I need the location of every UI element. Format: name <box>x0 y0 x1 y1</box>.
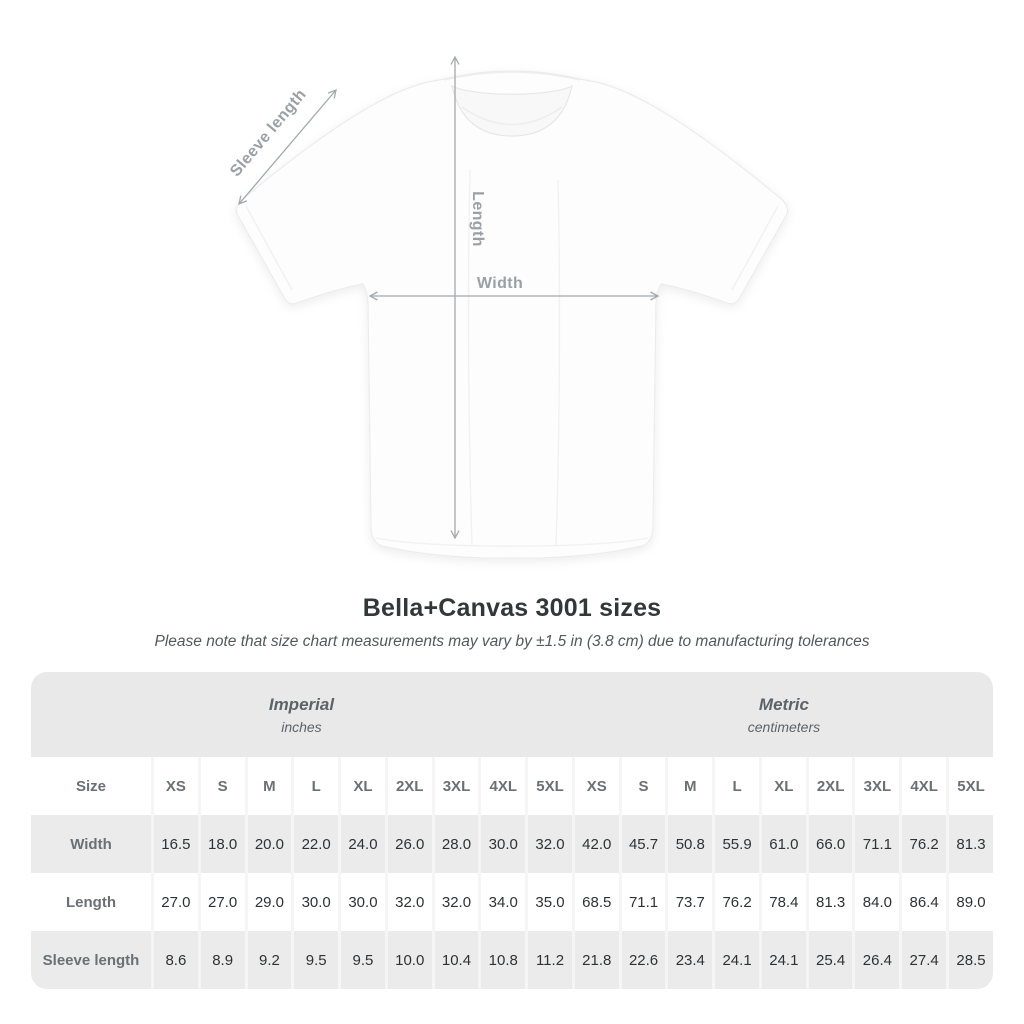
cell-imperial: 8.9 <box>198 931 245 989</box>
cell-metric: 81.3 <box>806 873 853 931</box>
table-row <box>31 931 993 989</box>
size-header-imperial-6: 3XL <box>432 757 479 815</box>
cell-metric: 61.0 <box>759 815 806 873</box>
cell-imperial: 16.5 <box>151 815 198 873</box>
cell-metric: 24.1 <box>759 931 806 989</box>
size-header-metric-5: 2XL <box>806 757 853 815</box>
size-header-metric-2: M <box>665 757 712 815</box>
size-header-metric-1: S <box>619 757 666 815</box>
cell-metric: 76.2 <box>712 873 759 931</box>
cell-metric: 78.4 <box>759 873 806 931</box>
cell-imperial: 9.2 <box>245 931 292 989</box>
unit-group-1 <box>572 672 993 757</box>
cell-metric: 71.1 <box>852 815 899 873</box>
cell-imperial: 34.0 <box>478 873 525 931</box>
size-header-metric-3: L <box>712 757 759 815</box>
cell-imperial: 24.0 <box>338 815 385 873</box>
cell-metric: 22.6 <box>619 931 666 989</box>
size-header-metric-7: 4XL <box>899 757 946 815</box>
cell-imperial: 27.0 <box>151 873 198 931</box>
unit-group-label: Imperial <box>268 694 335 714</box>
size-header-metric-8: 5XL <box>946 757 993 815</box>
cell-metric: 21.8 <box>572 931 619 989</box>
unit-group-label: Metric <box>758 694 809 714</box>
size-table-body <box>31 672 993 989</box>
size-header-imperial-1: S <box>198 757 245 815</box>
cell-imperial: 32.0 <box>385 873 432 931</box>
sleeve-length-label: Sleeve length <box>227 86 310 181</box>
cell-metric: 26.4 <box>852 931 899 989</box>
cell-metric: 68.5 <box>572 873 619 931</box>
cell-imperial: 32.0 <box>525 815 572 873</box>
size-header-row <box>31 757 993 815</box>
cell-imperial: 8.6 <box>151 931 198 989</box>
unit-group-sublabel: inches <box>281 718 322 735</box>
page-title: Bella+Canvas 3001 sizes <box>362 594 662 622</box>
table-row <box>31 815 993 873</box>
size-header-imperial-3: L <box>291 757 338 815</box>
cell-imperial: 9.5 <box>291 931 338 989</box>
row-label: Sleeve length <box>31 931 151 989</box>
cell-imperial: 10.0 <box>385 931 432 989</box>
size-header-imperial-5: 2XL <box>385 757 432 815</box>
size-header-imperial-7: 4XL <box>478 757 525 815</box>
size-header-metric-0: XS <box>572 757 619 815</box>
cell-metric: 81.3 <box>946 815 993 873</box>
cell-metric: 27.4 <box>899 931 946 989</box>
size-header-imperial-8: 5XL <box>525 757 572 815</box>
size-header-imperial-2: M <box>245 757 292 815</box>
cell-imperial: 32.0 <box>432 873 479 931</box>
size-header-metric-6: 3XL <box>852 757 899 815</box>
cell-imperial: 22.0 <box>291 815 338 873</box>
size-corner-label: Size <box>31 757 151 815</box>
width-label: Width <box>476 275 524 292</box>
cell-metric: 42.0 <box>572 815 619 873</box>
cell-metric: 76.2 <box>899 815 946 873</box>
cell-metric: 24.1 <box>712 931 759 989</box>
cell-imperial: 10.4 <box>432 931 479 989</box>
cell-imperial: 26.0 <box>385 815 432 873</box>
cell-imperial: 29.0 <box>245 873 292 931</box>
cell-metric: 55.9 <box>712 815 759 873</box>
size-header-imperial-0: XS <box>151 757 198 815</box>
cell-metric: 66.0 <box>806 815 853 873</box>
size-header-metric-4: XL <box>759 757 806 815</box>
tolerance-note: Please note that size chart measurements may vary by ±1.5 in (3.8 cm) due to manufacturing tolerances <box>154 633 870 650</box>
cell-imperial: 18.0 <box>198 815 245 873</box>
cell-imperial: 30.0 <box>291 873 338 931</box>
unit-group-sublabel: centimeters <box>747 718 821 735</box>
cell-metric: 50.8 <box>665 815 712 873</box>
cell-imperial: 20.0 <box>245 815 292 873</box>
tshirt-shape <box>236 71 787 558</box>
cell-imperial: 27.0 <box>198 873 245 931</box>
size-table <box>31 672 993 989</box>
cell-imperial: 30.0 <box>338 873 385 931</box>
cell-metric: 84.0 <box>852 873 899 931</box>
cell-imperial: 28.0 <box>432 815 479 873</box>
cell-metric: 45.7 <box>619 815 666 873</box>
cell-metric: 71.1 <box>619 873 666 931</box>
table-row <box>31 873 993 931</box>
row-label: Length <box>31 873 151 931</box>
cell-metric: 73.7 <box>665 873 712 931</box>
size-header-imperial-4: XL <box>338 757 385 815</box>
cell-metric: 23.4 <box>665 931 712 989</box>
cell-imperial: 9.5 <box>338 931 385 989</box>
size-table-container <box>31 672 993 989</box>
row-label: Width <box>31 815 151 873</box>
unit-band-row <box>31 672 993 757</box>
cell-metric: 89.0 <box>946 873 993 931</box>
cell-metric: 25.4 <box>806 931 853 989</box>
cell-imperial: 10.8 <box>478 931 525 989</box>
cell-imperial: 30.0 <box>478 815 525 873</box>
length-label: Length <box>469 191 486 247</box>
cell-imperial: 11.2 <box>525 931 572 989</box>
cell-imperial: 35.0 <box>525 873 572 931</box>
unit-group-0 <box>31 672 572 757</box>
cell-metric: 28.5 <box>946 931 993 989</box>
cell-metric: 86.4 <box>899 873 946 931</box>
